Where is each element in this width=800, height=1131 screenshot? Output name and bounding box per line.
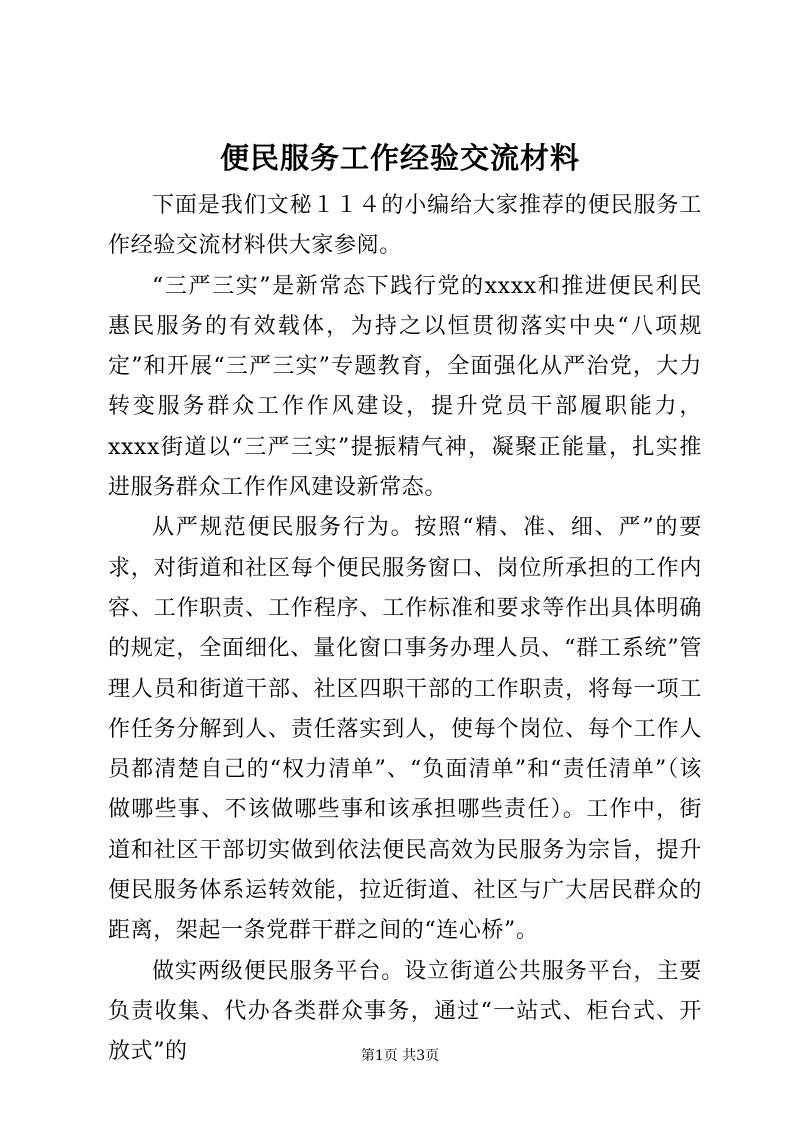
paragraph-three-strict: “三严三实”是新常态下践行党的xxxx和推进便民利民惠民服务的有效载体，为持之以恒贯彻落实中央“八项规定”和开展“三严三实”专题教育，全面强化从严治党，大力转变服务群众工作作风建设，提升党员干部履职能力，xxxx街道以“三严三实”提振精气神，凝聚正能量，扎实推进服务群众工作作风建设新常态。 [108, 273, 702, 501]
paragraph-intro: 下面是我们文秘１１４的小编给大家推荐的便民服务工作经验交流材料供大家参阅。 [108, 193, 702, 259]
page-footer: 第1页 共3页 [360, 1048, 440, 1064]
paragraph-service-platform: 做实两级便民服务平台。设立街道公共服务平台，主要负责收集、代办各类群众事务，通过“一站式、柜台式、开放式”的 [108, 958, 702, 1065]
paragraph-standardize-service: 从严规范便民服务行为。按照“精、准、细、严”的要求，对街道和社区每个便民服务窗口、岗位所承担的工作内容、工作职责、工作程序、工作标准和要求等作出具体明确的规定，全面细化、量化窗口事务办理人员、“群工系统”管理人员和街道干部、社区四职干部的工作职责，将每一项工作任务分解到人、责任落实到人，使每个岗位、每个工作人员都清楚自己的“权力清单”、“负面清单”和“责任清单”（该做哪些事、不该做哪些事和该承担哪些责任）。工作中，街道和社区干部切实做到依法便民高效为民服务为宗旨，提升便民服务体系运转效能，拉近街道、社区与广大居民群众的距离，架起一条党群干群之间的“连心桥”。 [108, 515, 702, 944]
document-body [108, 186, 702, 1073]
document-title: 便民服务工作经验交流材料 [219, 141, 580, 175]
